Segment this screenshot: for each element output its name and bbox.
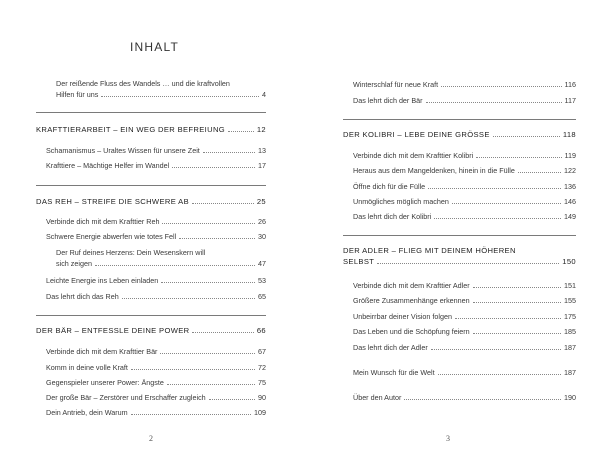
toc-entry: Das lehrt dich der Adler 187: [353, 343, 576, 352]
toc-entry: Der reißende Fluss des Wandels … und die kraftvollen Hilfen für uns 4: [56, 79, 266, 99]
toc-entry: Komm in deine volle Kraft 72: [46, 363, 266, 372]
toc-entry: Das lehrt dich das Reh 65: [46, 292, 266, 301]
toc-chapter: KRAFTTIERARBEIT – EIN WEG DER BEFREIUNG 12: [36, 125, 266, 134]
toc-entry: Schwere Energie abwerfen wie totes Fell 30: [46, 232, 266, 241]
toc-entry: Der große Bär – Zerstörer und Erschaffer zugleich 90: [46, 393, 266, 402]
toc-entry: Unmögliches möglich machen 146: [353, 197, 576, 206]
toc-entry: Das Leben und die Schöpfung feiern 185: [353, 327, 576, 336]
toc-entry: Über den Autor 190: [353, 393, 576, 402]
toc-entry: Winterschlaf für neue Kraft 116: [353, 80, 576, 89]
toc-title: INHALT: [130, 40, 179, 54]
toc-entry: Leichte Energie ins Leben einladen 53: [46, 276, 266, 285]
toc-chapter: DER ADLER – FLIEG MIT DEINEM HÖHEREN SELBST 150: [343, 246, 576, 266]
toc-entry: Schamanismus – Uraltes Wissen für unsere Zeit 13: [46, 146, 266, 155]
toc-entry: Dein Antrieb, dein Warum 109: [46, 408, 266, 417]
toc-chapter: DER BÄR – ENTFESSLE DEINE POWER 66: [36, 326, 266, 335]
toc-entry: Mein Wunsch für die Welt 187: [353, 368, 576, 377]
section-divider: [36, 315, 266, 316]
section-divider: [343, 119, 576, 120]
toc-entry: Heraus aus dem Mangeldenken, hinein in die Fülle 122: [353, 166, 576, 175]
page-number-right: 3: [446, 434, 450, 443]
toc-entry: Verbinde dich mit dem Krafttier Bär 67: [46, 347, 266, 356]
toc-entry: Verbinde dich mit dem Krafttier Kolibri 119: [353, 151, 576, 160]
toc-entry: Das lehrt dich der Kolibri 149: [353, 212, 576, 221]
toc-entry: Öffne dich für die Fülle 136: [353, 182, 576, 191]
toc-chapter: DER KOLIBRI – LEBE DEINE GRÖSSE 118: [343, 130, 576, 139]
toc-entry: Unbeirrbar deiner Vision folgen 175: [353, 312, 576, 321]
section-divider: [36, 112, 266, 113]
section-divider: [343, 235, 576, 236]
toc-chapter: DAS REH – STREIFE DIE SCHWERE AB 25: [36, 197, 266, 206]
toc-entry: Der Ruf deines Herzens: Dein Wesenskern will sich zeigen 47: [56, 248, 266, 268]
toc-entry: Größere Zusammenhänge erkennen 155: [353, 296, 576, 305]
toc-entry: Verbinde dich mit dem Krafttier Reh 26: [46, 217, 266, 226]
page-number-left: 2: [149, 434, 153, 443]
toc-entry: Krafttiere – Mächtige Helfer im Wandel 17: [46, 161, 266, 170]
toc-entry: Verbinde dich mit dem Krafttier Adler 151: [353, 281, 576, 290]
toc-entry: Gegenspieler unserer Power: Ängste 75: [46, 378, 266, 387]
right-page: [300, 0, 600, 467]
section-divider: [36, 185, 266, 186]
toc-entry: Das lehrt dich der Bär 117: [353, 96, 576, 105]
